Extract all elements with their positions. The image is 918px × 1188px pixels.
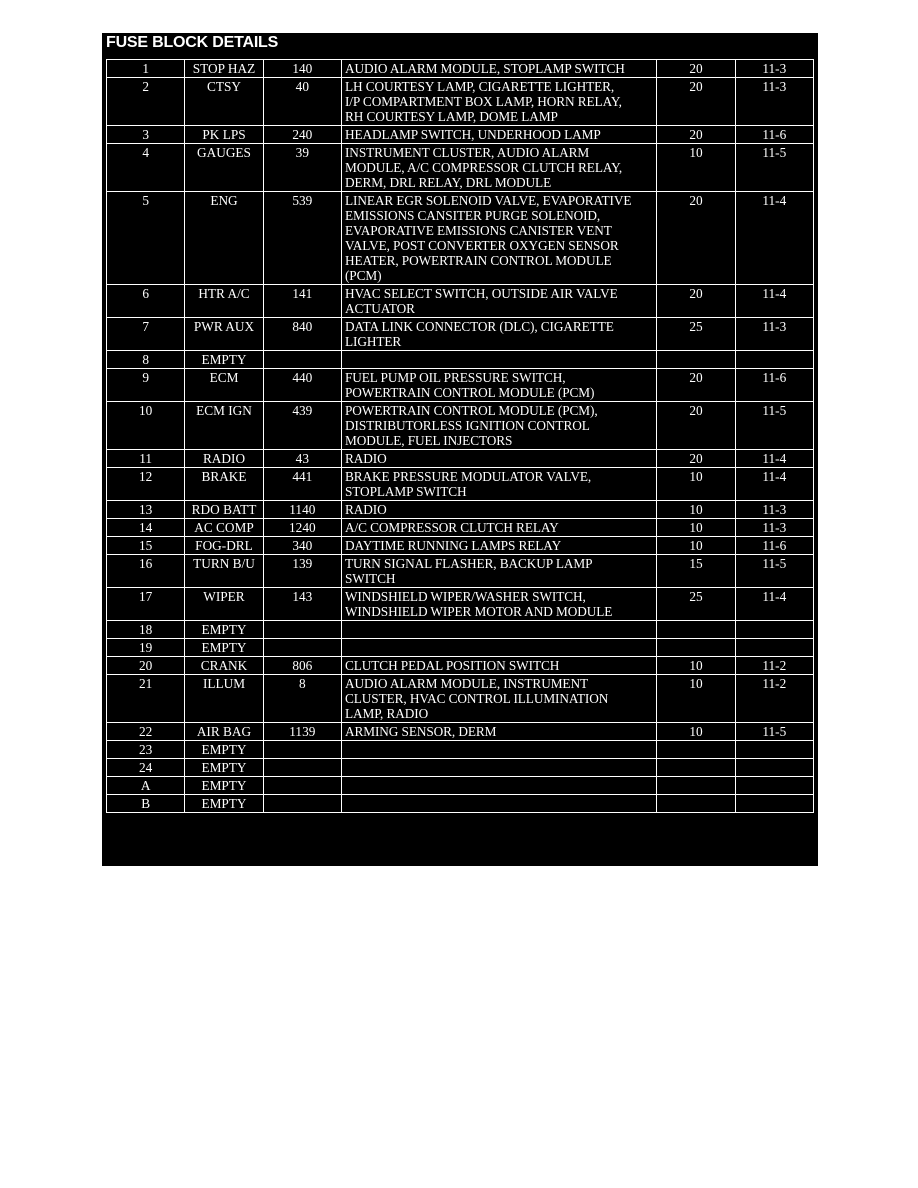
circuit-number-cell [263, 759, 341, 777]
fuse-number-cell: 22 [107, 723, 185, 741]
description-line: INSTRUMENT CLUSTER, AUDIO ALARM [344, 145, 590, 160]
circuit-description-cell [341, 795, 656, 813]
circuit-description-cell [341, 621, 656, 639]
fuse-amperage-cell [657, 759, 735, 777]
reference-cell: 11-2 [735, 657, 813, 675]
table-row [107, 60, 814, 78]
table-row [107, 369, 814, 402]
fuse-number-cell: 14 [107, 519, 185, 537]
table-row [107, 759, 814, 777]
table-row [107, 723, 814, 741]
table-row [107, 675, 814, 723]
description-line: LINEAR EGR SOLENOID VALVE, EVAPORATIVE [344, 193, 632, 208]
fuse-name-cell: GAUGES [185, 144, 263, 192]
reference-cell [735, 777, 813, 795]
circuit-number-cell: 340 [263, 537, 341, 555]
fuse-number-cell: 16 [107, 555, 185, 588]
fuse-amperage-cell: 20 [657, 126, 735, 144]
reference-cell: 11-6 [735, 126, 813, 144]
description-line: POWERTRAIN CONTROL MODULE (PCM) [344, 385, 595, 400]
fuse-number-cell: 2 [107, 78, 185, 126]
reference-cell: 11-4 [735, 468, 813, 501]
fuse-amperage-cell: 20 [657, 285, 735, 318]
circuit-description-cell [341, 639, 656, 657]
circuit-number-cell: 39 [263, 144, 341, 192]
table-row [107, 777, 814, 795]
table-row [107, 450, 814, 468]
table-row [107, 519, 814, 537]
fuse-number-cell: 12 [107, 468, 185, 501]
circuit-description-cell [341, 402, 656, 450]
description-line: SWITCH [344, 571, 396, 586]
table-row [107, 402, 814, 450]
table-row [107, 468, 814, 501]
description-line: CLUTCH PEDAL POSITION SWITCH [344, 658, 560, 673]
fuse-amperage-cell: 20 [657, 192, 735, 285]
table-row [107, 144, 814, 192]
fuse-name-cell: CRANK [185, 657, 263, 675]
fuse-number-cell: 7 [107, 318, 185, 351]
fuse-amperage-cell: 25 [657, 318, 735, 351]
table-row [107, 741, 814, 759]
reference-cell: 11-2 [735, 675, 813, 723]
circuit-description-cell [341, 192, 656, 285]
circuit-description-cell [341, 318, 656, 351]
fuse-table-body [107, 60, 814, 813]
table-row [107, 501, 814, 519]
reference-cell: 11-3 [735, 501, 813, 519]
fuse-number-cell: 20 [107, 657, 185, 675]
circuit-number-cell: 1240 [263, 519, 341, 537]
fuse-number-cell: 8 [107, 351, 185, 369]
fuse-name-cell: TURN B/U [185, 555, 263, 588]
reference-cell: 11-3 [735, 78, 813, 126]
table-row [107, 351, 814, 369]
description-line: RADIO [344, 502, 387, 517]
description-line: HEATER, POWERTRAIN CONTROL MODULE [344, 253, 612, 268]
table-row [107, 126, 814, 144]
fuse-name-cell: EMPTY [185, 759, 263, 777]
fuse-amperage-cell: 15 [657, 555, 735, 588]
reference-cell: 11-6 [735, 369, 813, 402]
circuit-number-cell: 8 [263, 675, 341, 723]
fuse-number-cell: 9 [107, 369, 185, 402]
description-line: (PCM) [344, 268, 382, 283]
table-row [107, 588, 814, 621]
fuse-number-cell: 1 [107, 60, 185, 78]
fuse-name-cell: EMPTY [185, 741, 263, 759]
fuse-amperage-cell: 25 [657, 588, 735, 621]
fuse-number-cell: 21 [107, 675, 185, 723]
fuse-name-cell: AIR BAG [185, 723, 263, 741]
description-line: DAYTIME RUNNING LAMPS RELAY [344, 538, 562, 553]
circuit-number-cell [263, 777, 341, 795]
circuit-description-cell [341, 657, 656, 675]
description-line: AUDIO ALARM MODULE, STOPLAMP SWITCH [344, 61, 625, 76]
fuse-amperage-cell: 10 [657, 519, 735, 537]
description-line: WINDSHIELD WIPER MOTOR AND MODULE [344, 604, 613, 619]
fuse-name-cell: HTR A/C [185, 285, 263, 318]
description-line: HEADLAMP SWITCH, UNDERHOOD LAMP [344, 127, 601, 142]
description-line: DERM, DRL RELAY, DRL MODULE [344, 175, 552, 190]
reference-cell: 11-3 [735, 318, 813, 351]
fuse-name-cell: ILLUM [185, 675, 263, 723]
circuit-number-cell: 1139 [263, 723, 341, 741]
reference-cell: 11-4 [735, 285, 813, 318]
circuit-description-cell [341, 537, 656, 555]
fuse-number-cell: 5 [107, 192, 185, 285]
circuit-description-cell [341, 60, 656, 78]
circuit-description-cell [341, 369, 656, 402]
circuit-number-cell: 539 [263, 192, 341, 285]
circuit-number-cell: 141 [263, 285, 341, 318]
fuse-number-cell: 11 [107, 450, 185, 468]
description-line: MODULE, FUEL INJECTORS [344, 433, 513, 448]
fuse-name-cell: RDO BATT [185, 501, 263, 519]
circuit-number-cell: 40 [263, 78, 341, 126]
circuit-number-cell: 43 [263, 450, 341, 468]
circuit-number-cell [263, 351, 341, 369]
circuit-number-cell: 139 [263, 555, 341, 588]
fuse-number-cell: 10 [107, 402, 185, 450]
fuse-number-cell: 19 [107, 639, 185, 657]
fuse-number-cell: 24 [107, 759, 185, 777]
description-line: I/P COMPARTMENT BOX LAMP, HORN RELAY, [344, 94, 622, 109]
table-row [107, 192, 814, 285]
description-line: ARMING SENSOR, DERM [344, 724, 497, 739]
page-title: FUSE BLOCK DETAILS [106, 34, 279, 51]
circuit-number-cell: 1140 [263, 501, 341, 519]
description-line: LH COURTESY LAMP, CIGARETTE LIGHTER, [344, 79, 615, 94]
circuit-number-cell: 440 [263, 369, 341, 402]
fuse-amperage-cell: 10 [657, 144, 735, 192]
reference-cell: 11-3 [735, 519, 813, 537]
description-line: RH COURTESY LAMP, DOME LAMP [344, 109, 558, 124]
fuse-number-cell: 6 [107, 285, 185, 318]
circuit-description-cell [341, 351, 656, 369]
fuse-number-cell: 17 [107, 588, 185, 621]
fuse-name-cell: ENG [185, 192, 263, 285]
fuse-amperage-cell: 10 [657, 537, 735, 555]
fuse-amperage-cell: 10 [657, 657, 735, 675]
fuse-name-cell: EMPTY [185, 351, 263, 369]
fuse-name-cell: FOG-DRL [185, 537, 263, 555]
description-line: VALVE, POST CONVERTER OXYGEN SENSOR [344, 238, 619, 253]
description-line: TURN SIGNAL FLASHER, BACKUP LAMP [344, 556, 593, 571]
reference-cell: 11-5 [735, 555, 813, 588]
fuse-name-cell: ECM IGN [185, 402, 263, 450]
description-line: CLUSTER, HVAC CONTROL ILLUMINATION [344, 691, 609, 706]
table-row [107, 537, 814, 555]
fuse-name-cell: EMPTY [185, 639, 263, 657]
description-line: EMISSIONS CANSITER PURGE SOLENOID, [344, 208, 601, 223]
circuit-description-cell [341, 588, 656, 621]
reference-cell: 11-4 [735, 588, 813, 621]
description-line: RADIO [344, 451, 387, 466]
description-line: BRAKE PRESSURE MODULATOR VALVE, [344, 469, 592, 484]
fuse-name-cell: BRAKE [185, 468, 263, 501]
fuse-number-cell: A [107, 777, 185, 795]
fuse-amperage-cell: 10 [657, 468, 735, 501]
reference-cell: 11-5 [735, 402, 813, 450]
fuse-number-cell: 13 [107, 501, 185, 519]
reference-cell [735, 741, 813, 759]
table-row [107, 318, 814, 351]
circuit-number-cell [263, 639, 341, 657]
fuse-name-cell: PWR AUX [185, 318, 263, 351]
fuse-number-cell: B [107, 795, 185, 813]
circuit-description-cell [341, 759, 656, 777]
description-line: FUEL PUMP OIL PRESSURE SWITCH, [344, 370, 566, 385]
description-line: DATA LINK CONNECTOR (DLC), CIGARETTE [344, 319, 614, 334]
fuse-amperage-cell [657, 621, 735, 639]
table-row [107, 555, 814, 588]
reference-cell: 11-6 [735, 537, 813, 555]
reference-cell [735, 795, 813, 813]
fuse-name-cell: PK LPS [185, 126, 263, 144]
circuit-description-cell [341, 501, 656, 519]
fuse-name-cell: CTSY [185, 78, 263, 126]
fuse-amperage-cell: 10 [657, 723, 735, 741]
circuit-description-cell [341, 285, 656, 318]
description-line: LIGHTER [344, 334, 402, 349]
table-row [107, 78, 814, 126]
fuse-name-cell: EMPTY [185, 795, 263, 813]
fuse-amperage-cell: 20 [657, 369, 735, 402]
circuit-number-cell: 441 [263, 468, 341, 501]
fuse-number-cell: 18 [107, 621, 185, 639]
fuse-name-cell: STOP HAZ [185, 60, 263, 78]
table-row [107, 285, 814, 318]
fuse-name-cell: RADIO [185, 450, 263, 468]
description-line: AUDIO ALARM MODULE, INSTRUMENT [344, 676, 588, 691]
fuse-number-cell: 4 [107, 144, 185, 192]
description-line: STOPLAMP SWITCH [344, 484, 467, 499]
circuit-description-cell [341, 144, 656, 192]
table-row [107, 639, 814, 657]
reference-cell: 11-5 [735, 723, 813, 741]
fuse-name-cell: WIPER [185, 588, 263, 621]
reference-cell: 11-4 [735, 450, 813, 468]
circuit-description-cell [341, 675, 656, 723]
fuse-amperage-cell: 10 [657, 501, 735, 519]
reference-cell: 11-5 [735, 144, 813, 192]
circuit-number-cell: 840 [263, 318, 341, 351]
reference-cell: 11-3 [735, 60, 813, 78]
fuse-amperage-cell [657, 741, 735, 759]
fuse-amperage-cell [657, 795, 735, 813]
fuse-amperage-cell [657, 639, 735, 657]
reference-cell [735, 621, 813, 639]
reference-cell: 11-4 [735, 192, 813, 285]
circuit-description-cell [341, 741, 656, 759]
description-line: HVAC SELECT SWITCH, OUTSIDE AIR VALVE [344, 286, 618, 301]
fuse-name-cell: EMPTY [185, 621, 263, 639]
fuse-name-cell: ECM [185, 369, 263, 402]
fuse-block-panel [102, 33, 818, 866]
circuit-number-cell: 143 [263, 588, 341, 621]
fuse-number-cell: 3 [107, 126, 185, 144]
circuit-description-cell [341, 723, 656, 741]
reference-cell [735, 759, 813, 777]
fuse-amperage-cell [657, 351, 735, 369]
description-line: EVAPORATIVE EMISSIONS CANISTER VENT [344, 223, 612, 238]
fuse-amperage-cell: 20 [657, 78, 735, 126]
circuit-number-cell: 806 [263, 657, 341, 675]
reference-cell [735, 351, 813, 369]
fuse-name-cell: AC COMP [185, 519, 263, 537]
description-line: DISTRIBUTORLESS IGNITION CONTROL [344, 418, 590, 433]
table-row [107, 621, 814, 639]
fuse-number-cell: 23 [107, 741, 185, 759]
fuse-amperage-cell: 20 [657, 450, 735, 468]
fuse-name-cell: EMPTY [185, 777, 263, 795]
circuit-number-cell [263, 795, 341, 813]
table-row [107, 795, 814, 813]
fuse-amperage-cell: 20 [657, 60, 735, 78]
circuit-description-cell [341, 468, 656, 501]
fuse-number-cell: 15 [107, 537, 185, 555]
description-line: ACTUATOR [344, 301, 415, 316]
circuit-description-cell [341, 78, 656, 126]
description-line: A/C COMPRESSOR CLUTCH RELAY [344, 520, 559, 535]
circuit-description-cell [341, 519, 656, 537]
circuit-number-cell: 439 [263, 402, 341, 450]
reference-cell [735, 639, 813, 657]
fuse-amperage-cell: 20 [657, 402, 735, 450]
fuse-block-table [106, 59, 814, 813]
description-line: POWERTRAIN CONTROL MODULE (PCM), [344, 403, 598, 418]
table-row [107, 657, 814, 675]
circuit-number-cell: 240 [263, 126, 341, 144]
circuit-number-cell: 140 [263, 60, 341, 78]
circuit-description-cell [341, 777, 656, 795]
fuse-amperage-cell [657, 777, 735, 795]
description-line: WINDSHIELD WIPER/WASHER SWITCH, [344, 589, 586, 604]
circuit-description-cell [341, 450, 656, 468]
circuit-number-cell [263, 621, 341, 639]
description-line: MODULE, A/C COMPRESSOR CLUTCH RELAY, [344, 160, 623, 175]
circuit-number-cell [263, 741, 341, 759]
description-line: LAMP, RADIO [344, 706, 429, 721]
circuit-description-cell [341, 555, 656, 588]
fuse-amperage-cell: 10 [657, 675, 735, 723]
circuit-description-cell [341, 126, 656, 144]
